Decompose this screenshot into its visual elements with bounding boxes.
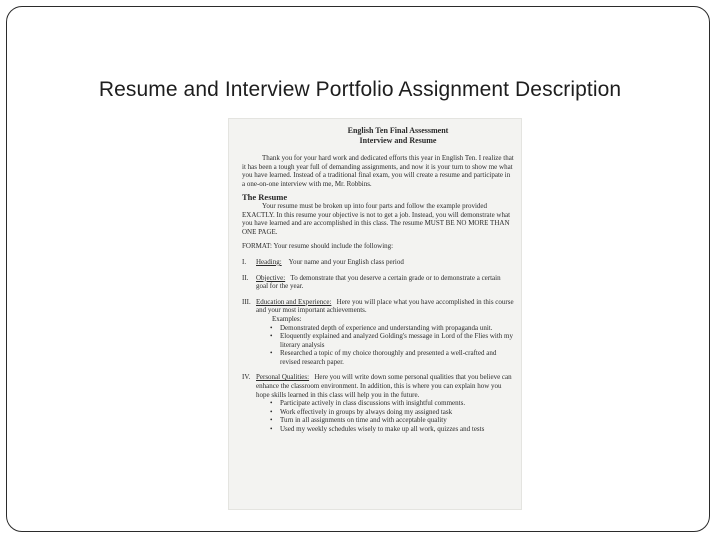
document-header-line1: English Ten Final Assessment: [347, 126, 449, 135]
education-bullets: [256, 324, 514, 367]
bullet-item: • Used my weekly schedules wisely to make up all work, quizzes and tests: [270, 425, 514, 434]
resume-item-heading: [242, 258, 514, 267]
item-body: [256, 274, 514, 291]
bullet-item: • Participate actively in class discussions with insightful comments.: [270, 399, 514, 408]
resume-item-objective: [242, 274, 514, 291]
intro-paragraph: Thank you for your hard work and dedicated efforts this year in English Ten. I realize that it has been a tough year full of demanding assignments, and now it is your turn to show me what you have learned. Instead of a traditional final exam, you will create a resume and participate in a one-on-one interview with me, Mr. Robbins.: [242, 154, 514, 188]
format-line: FORMAT: Your resume should include the following:: [242, 242, 394, 251]
bullet-item: • Eloquently explained and analyzed Golding's message in Lord of the Flies with my literary analysis: [270, 332, 514, 349]
item-text: To demonstrate that you deserve a certain grade or to demonstrate a certain goal for the year.: [256, 273, 501, 291]
item-body: [256, 298, 514, 367]
document-header-line2: Interview and Resume: [359, 136, 437, 145]
item-number: II.: [242, 273, 249, 282]
item-label: Education and Experience:: [256, 297, 332, 306]
resume-paragraph: Your resume must be broken up into four parts and follow the example provided EXACTLY. In this resume your objective is not to get a job. Instead, you will demonstrate what you have learned and are accomplished in this class. The resume MUST BE NO MORE THAN ONE PAGE.: [242, 201, 511, 236]
resume-section-title: The Resume: [242, 192, 288, 203]
bullet-item: • Turn in all assignments on time and with acceptable quality: [270, 416, 514, 425]
item-text: Here you will place what you have accomplished in this course and your most important achievements.: [256, 297, 514, 315]
resume-item-personal-qualities: [242, 373, 514, 433]
item-label: Heading:: [256, 257, 282, 266]
item-body: [256, 373, 514, 433]
document-header: [282, 126, 514, 146]
item-number: III.: [242, 297, 251, 306]
item-label: Objective:: [256, 273, 286, 282]
bullet-item: • Work effectively in groups by always doing my assigned task: [270, 408, 514, 417]
examples-label: Examples:: [272, 314, 302, 323]
document-content: [242, 126, 514, 434]
item-text: Here you will write down some personal qualities that you believe can enhance the classroom environment. In addition, this is where you can explain how you hope skills learned in this class will help you in the future.: [256, 373, 512, 399]
item-body: [256, 258, 514, 267]
bullet-item: • Researched a topic of my choice thoroughly and presented a well-crafted and revised research paper.: [270, 349, 514, 366]
scanned-document: [228, 118, 522, 510]
slide-title: Resume and Interview Portfolio Assignment Description: [98, 78, 622, 101]
item-number: I.: [242, 257, 247, 266]
bullet-item: • Demonstrated depth of experience and understanding with propaganda unit.: [270, 324, 514, 333]
resume-item-education: [242, 298, 514, 367]
item-number: IV.: [242, 373, 251, 382]
qualities-bullets: [256, 399, 514, 433]
item-text: Your name and your English class period: [288, 257, 404, 266]
item-label: Personal Qualities:: [256, 373, 310, 382]
